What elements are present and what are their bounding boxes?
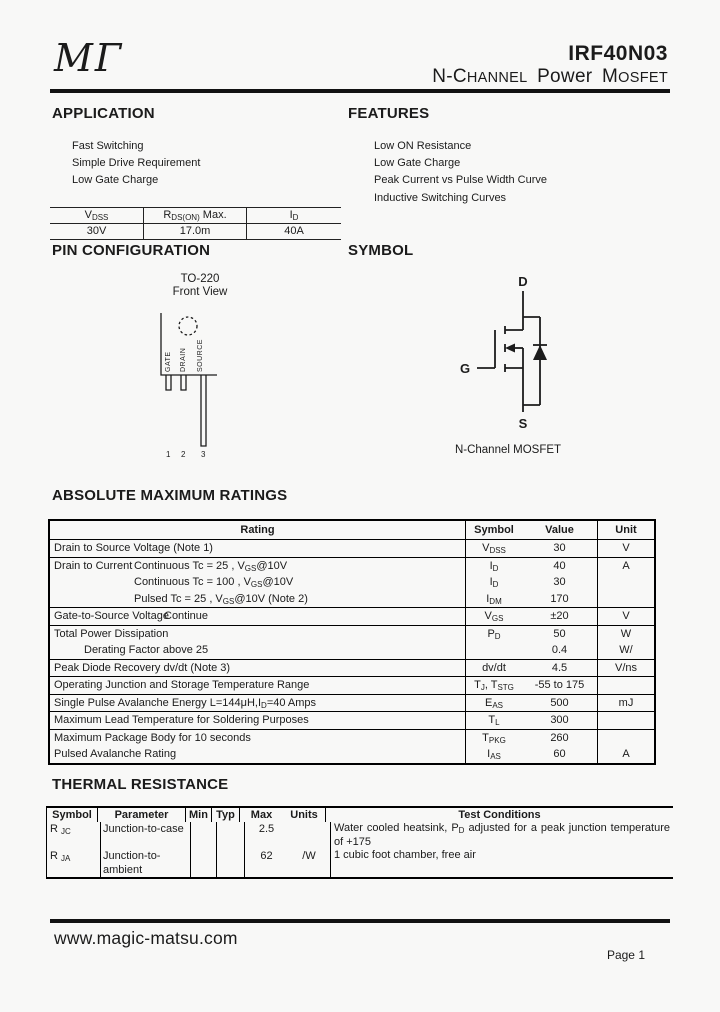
thermal-parameter-cell: Junction-to-case [101, 822, 191, 849]
amr-symbol-cell: dv/dt [482, 661, 506, 674]
symbol-heading: SYMBOL [348, 242, 414, 259]
thermal-header-units: Units [290, 809, 318, 821]
amr-group [50, 659, 654, 677]
body-diode-icon [533, 345, 547, 360]
thermal-table [46, 806, 673, 879]
thermal-header-min: Min [186, 808, 212, 822]
amr-rating-text: Peak Diode Recovery dv/dt (Note 3) [54, 661, 231, 674]
thermal-header-max: Max [250, 809, 273, 821]
amr-rating-text: Pulsed Avalanche Rating [54, 748, 177, 760]
mounting-hole [179, 317, 197, 335]
subtitle-segment: OSFET [618, 70, 668, 86]
amr-group [50, 729, 654, 763]
subtitle-segment: N-C [432, 66, 467, 87]
pin-3-lead [201, 375, 206, 446]
amr-unit-cell [597, 730, 654, 747]
amr-rating-text: Gate-to-Source Voltage [54, 610, 169, 622]
drain-terminal-label: D [518, 274, 528, 289]
amr-row [50, 677, 654, 694]
thermal-conditions-cell: 1 cubic foot chamber, free air [330, 849, 673, 877]
pin-2-lead [181, 375, 186, 390]
thermal-row [47, 849, 673, 877]
feature-item: Inductive Switching Curves [374, 191, 507, 204]
amr-unit-cell: mJ [597, 695, 654, 712]
amr-unit-cell [597, 677, 654, 694]
feature-item: Low Gate Charge [374, 157, 461, 170]
subtitle-segment: M [602, 66, 619, 87]
amr-value-cell: 4.5 [551, 661, 568, 674]
features-heading: FEATURES [348, 105, 430, 122]
page-number: Page 1 [606, 948, 645, 962]
pin-label-gate: GATE [165, 351, 172, 372]
thermal-symbol-cell: R $_{JA}$ [47, 849, 101, 877]
package-name: TO-220 [180, 273, 220, 285]
amr-value-cell: ±20 [550, 610, 569, 622]
amr-group [50, 676, 654, 694]
thermal-min-cell [191, 849, 217, 877]
amr-header-unit: Unit [597, 521, 654, 539]
amr-rating-text: Drain to Current [54, 559, 133, 572]
footer-url: www.magic-matsu.com [54, 928, 238, 948]
thermal-units-cell: /W [302, 850, 316, 862]
amr-row [50, 660, 654, 677]
amr-group [50, 607, 654, 625]
amr-rating-cell [50, 730, 466, 747]
amr-rating-cell [50, 626, 466, 643]
summary-value-row [50, 224, 341, 240]
amr-value-cell: 260 [550, 731, 569, 744]
application-item: Low Gate Charge [72, 174, 159, 187]
thermal-parameter-cell: Junction-to-ambient [101, 849, 191, 877]
amr-rating-text: Single Pulse Avalanche Energy $L=144\mu H,I_D=40$ Amps [54, 696, 317, 710]
amr-row [50, 712, 654, 729]
diode-cathode-line [523, 317, 540, 405]
amr-value-cell: -55 to 175 [534, 679, 585, 691]
amr-symbol-cell: $I_D$ [489, 559, 499, 573]
amr-rating-cell [50, 558, 466, 575]
thermal-min-cell [191, 822, 217, 849]
source-terminal-label: S [518, 416, 528, 431]
amr-header-rating: Rating [50, 521, 466, 539]
thermal-max-cell: 2.5 [258, 823, 275, 835]
amr-rating-cell [50, 712, 466, 729]
amr-unit-cell [597, 712, 654, 729]
to220-package-drawing [140, 300, 260, 465]
summary-value-rdson: 17.0m [144, 224, 247, 239]
amr-symbol-cell: $V_{DSS}$ [482, 542, 506, 555]
amr-header-row [50, 521, 654, 540]
amr-rating-cell [50, 677, 466, 694]
part-number: IRF40N03 [568, 42, 668, 65]
amr-rating-text: Pulsed Tc = 25 , $V_{GS}@10V$ (Note 2) [134, 592, 308, 606]
amr-rating-cell [50, 574, 466, 591]
amr-row [50, 574, 654, 591]
amr-row [50, 540, 654, 557]
amr-header-value: Value [545, 524, 574, 536]
amr-unit-cell: A [597, 558, 654, 575]
thermal-row [47, 822, 673, 849]
amr-rating-text: Operating Junction and Storage Temperature Range [54, 679, 310, 691]
amr-value-cell: 50 [553, 627, 566, 640]
amr-heading: ABSOLUTE MAXIMUM RATINGS [52, 487, 288, 504]
summary-value-vdss: 30V [50, 224, 144, 239]
thermal-header-typ: Typ [212, 808, 240, 822]
amr-header-symbol: Symbol [474, 524, 514, 536]
thermal-max-cell: 62 [260, 850, 273, 862]
thermal-header-conditions: Test Conditions [325, 808, 673, 822]
amr-rating-cell [50, 642, 466, 659]
thermal-header-row [47, 808, 673, 822]
subtitle-segment: Power [527, 66, 603, 87]
amr-unit-cell [597, 574, 654, 591]
amr-rating-cell [50, 591, 466, 608]
thermal-heading: THERMAL RESISTANCE [52, 776, 229, 793]
summary-header-id: $I_D$ [289, 209, 299, 222]
thermal-typ-cell [217, 822, 245, 849]
package-view: Front View [172, 286, 228, 298]
amr-value-cell: 0.4 [551, 644, 568, 656]
amr-symbol-cell: $P_D$ [487, 627, 501, 641]
amr-group [50, 711, 654, 729]
summary-header-vdss: $V_{DSS}$ [50, 208, 144, 223]
footer-rule [50, 919, 670, 923]
amr-rating-cell [50, 660, 466, 677]
amr-value-cell: 60 [553, 748, 566, 760]
pin-1-lead [166, 375, 171, 390]
subtitle-segment: HANNEL [466, 70, 528, 86]
amr-value-cell: 40 [553, 559, 566, 572]
amr-table-body [50, 540, 654, 763]
symbol-caption: N-Channel MOSFET [454, 444, 562, 456]
amr-table [48, 519, 656, 765]
amr-row [50, 730, 654, 747]
amr-rating-text: Derating Factor above 25 [84, 644, 209, 656]
pin-number-3: 3 [201, 450, 206, 459]
application-item: Fast Switching [72, 140, 144, 152]
amr-row [50, 591, 654, 608]
application-item: Simple Drive Requirement [72, 157, 201, 170]
summary-table [50, 207, 341, 240]
amr-symbol-cell: $T_J$, $T_{STG}$ [474, 679, 514, 692]
amr-unit-cell: A [597, 746, 654, 763]
amr-value-cell: 300 [550, 714, 569, 726]
summary-value-id: 40A [284, 225, 304, 237]
summary-header-row [50, 208, 341, 224]
pin-number-1: 1 [166, 450, 171, 459]
amr-symbol-cell: $I_{DM}$ [486, 592, 502, 606]
amr-unit-cell [597, 591, 654, 608]
amr-symbol-cell: $E_{AS}$ [484, 696, 503, 710]
amr-row [50, 558, 654, 575]
amr-row [50, 695, 654, 712]
amr-unit-cell: W [597, 626, 654, 643]
feature-item: Low ON Resistance [374, 140, 472, 152]
amr-unit-cell: W/ [597, 642, 654, 659]
thermal-units-cell [288, 822, 330, 849]
thermal-conditions-cell: Water cooled heatsink, $P_D$ adjusted for a peak junction temperature of +175 [330, 822, 673, 849]
summary-header-rdson: $R_{DS(ON)}$ Max. [144, 208, 247, 223]
part-subtitle [432, 66, 668, 88]
amr-rating-text: Continuous Tc = 100 , $V_{GS}@10V$ [134, 576, 294, 589]
amr-group [50, 540, 654, 557]
amr-rating-text: Maximum Lead Temperature for Soldering Purposes [54, 714, 309, 726]
thermal-header-parameter: Parameter [98, 808, 186, 822]
amr-rating-text: Continue [164, 610, 209, 622]
amr-unit-cell: V [597, 540, 654, 557]
gate-terminal-label: G [459, 361, 471, 376]
features-list [374, 138, 547, 207]
pin-number-2: 2 [181, 450, 186, 459]
thermal-header-symbol: Symbol [47, 808, 98, 822]
amr-rating-cell [50, 540, 466, 557]
amr-rating-cell [50, 746, 466, 763]
package-title [140, 273, 260, 299]
header-rule [50, 89, 670, 93]
amr-symbol-cell [466, 642, 522, 659]
amr-unit-cell: V/ns [597, 660, 654, 677]
pin-label-source: SOURCE [197, 339, 204, 372]
pin-label-drain: DRAIN [180, 347, 187, 372]
application-heading: APPLICATION [52, 105, 155, 122]
amr-group [50, 625, 654, 659]
amr-value-cell: 170 [550, 592, 569, 605]
pin-configuration-heading: PIN CONFIGURATION [52, 242, 211, 259]
amr-rating-text: Drain to Source Voltage (Note 1) [54, 542, 213, 554]
amr-row [50, 626, 654, 643]
amr-rating-cell [50, 608, 466, 625]
amr-rating-text: Total Power Dissipation [54, 627, 169, 640]
amr-unit-cell: V [597, 608, 654, 625]
thermal-typ-cell [217, 849, 245, 877]
amr-symbol-cell: $V_{GS}$ [484, 610, 504, 623]
amr-rating-text: Maximum Package Body for 10 seconds [54, 731, 251, 744]
feature-item: Peak Current vs Pulse Width Curve [374, 174, 548, 187]
amr-value-cell: 500 [550, 696, 569, 709]
thermal-symbol-cell: R $_{JC}$ [47, 822, 101, 849]
amr-row [50, 642, 654, 659]
amr-symbol-cell: $I_D$ [489, 576, 499, 589]
application-list [72, 138, 200, 190]
mosfet-symbol-drawing [438, 268, 623, 444]
amr-rating-cell [50, 695, 466, 712]
brand-logo: MΓ [54, 36, 124, 80]
amr-symbol-cell: $T_{PKG}$ [482, 731, 506, 745]
thermal-table-body [47, 822, 673, 877]
amr-row [50, 608, 654, 625]
amr-rating-text: Continuous Tc = 25 , $V_{GS}@10V$ [134, 559, 288, 573]
amr-group [50, 557, 654, 608]
amr-symbol-cell: $I_{AS}$ [487, 748, 501, 761]
amr-symbol-cell: $T_L$ [488, 714, 500, 727]
amr-value-cell: 30 [553, 542, 566, 554]
amr-value-cell: 30 [553, 576, 566, 588]
amr-row [50, 746, 654, 763]
amr-group [50, 694, 654, 712]
body-arrow-icon [505, 344, 515, 353]
